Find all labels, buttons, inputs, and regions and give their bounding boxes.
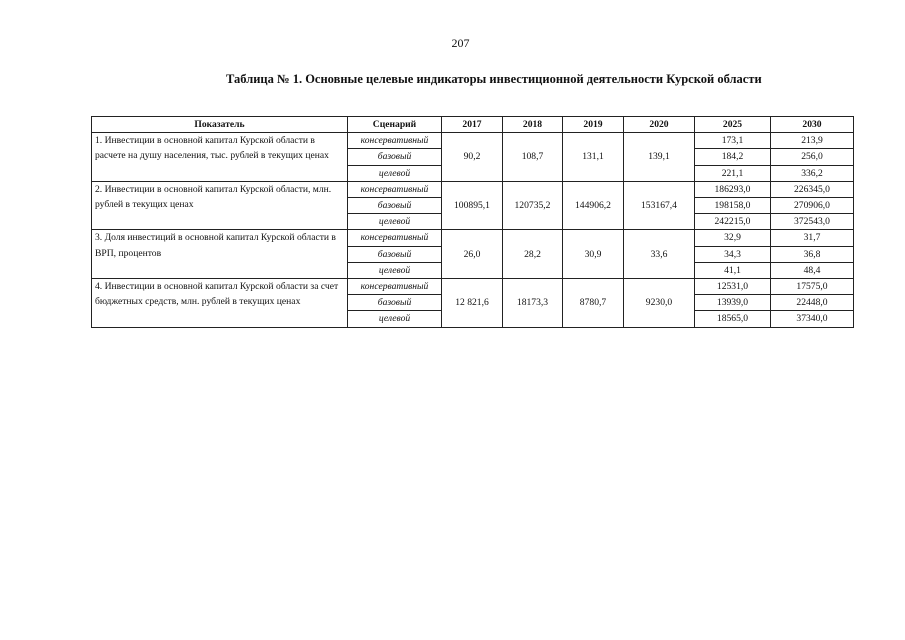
value-2018: 120735,2: [503, 181, 563, 230]
value-2019: 30,9: [563, 230, 624, 279]
value-2030: 226345,0: [771, 181, 854, 197]
indicator-cell: 2. Инвестиции в основной капитал Курской области, млн. рублей в текущих ценах: [92, 181, 348, 230]
value-2019: 144906,2: [563, 181, 624, 230]
value-2030: 48,4: [771, 262, 854, 278]
value-2025: 41,1: [695, 262, 771, 278]
table-row: [92, 230, 854, 246]
scenario-cell: базовый: [348, 198, 442, 214]
indicator-cell: 1. Инвестиции в основной капитал Курской области в расчете на душу населения, тыс. рублей в текущих ценах: [92, 133, 348, 182]
value-2019: 8780,7: [563, 279, 624, 328]
value-2020: 139,1: [624, 133, 695, 182]
scenario-cell: консервативный: [348, 181, 442, 197]
value-2025: 32,9: [695, 230, 771, 246]
header-2030: 2030: [771, 117, 854, 133]
value-2018: 18173,3: [503, 279, 563, 328]
value-2020: 153167,4: [624, 181, 695, 230]
scenario-cell: консервативный: [348, 230, 442, 246]
scenario-cell: целевой: [348, 311, 442, 327]
page-number: 207: [451, 36, 470, 50]
value-2018: 28,2: [503, 230, 563, 279]
value-2025: 221,1: [695, 165, 771, 181]
value-2030: 372543,0: [771, 214, 854, 230]
value-2025: 186293,0: [695, 181, 771, 197]
scenario-cell: целевой: [348, 262, 442, 278]
header-indicator: Показатель: [92, 117, 348, 133]
value-2025: 13939,0: [695, 295, 771, 311]
value-2019: 131,1: [563, 133, 624, 182]
value-2025: 242215,0: [695, 214, 771, 230]
header-scenario: Сценарий: [348, 117, 442, 133]
scenario-cell: базовый: [348, 295, 442, 311]
value-2025: 18565,0: [695, 311, 771, 327]
value-2030: 270906,0: [771, 198, 854, 214]
value-2030: 31,7: [771, 230, 854, 246]
value-2030: 17575,0: [771, 279, 854, 295]
value-2017: 100895,1: [442, 181, 503, 230]
header-2019: 2019: [563, 117, 624, 133]
scenario-cell: целевой: [348, 165, 442, 181]
value-2025: 184,2: [695, 149, 771, 165]
table-header-row: [92, 117, 854, 133]
header-2018: 2018: [503, 117, 563, 133]
value-2030: 336,2: [771, 165, 854, 181]
table-row: [92, 181, 854, 197]
value-2025: 173,1: [695, 133, 771, 149]
value-2020: 9230,0: [624, 279, 695, 328]
indicator-cell: 3. Доля инвестиций в основной капитал Курской области в ВРП, процентов: [92, 230, 348, 279]
value-2025: 198158,0: [695, 198, 771, 214]
header-2020: 2020: [624, 117, 695, 133]
value-2025: 34,3: [695, 246, 771, 262]
value-2020: 33,6: [624, 230, 695, 279]
value-2030: 213,9: [771, 133, 854, 149]
header-2025: 2025: [695, 117, 771, 133]
scenario-cell: базовый: [348, 149, 442, 165]
value-2030: 256,0: [771, 149, 854, 165]
document-title: Таблица № 1. Основные целевые индикаторы инвестиционной деятельности Курской области: [226, 72, 762, 86]
value-2025: 12531,0: [695, 279, 771, 295]
value-2017: 90,2: [442, 133, 503, 182]
value-2017: 26,0: [442, 230, 503, 279]
value-2030: 37340,0: [771, 311, 854, 327]
scenario-cell: консервативный: [348, 133, 442, 149]
value-2018: 108,7: [503, 133, 563, 182]
scenario-cell: консервативный: [348, 279, 442, 295]
value-2030: 36,8: [771, 246, 854, 262]
scenario-cell: базовый: [348, 246, 442, 262]
indicator-cell: 4. Инвестиции в основной капитал Курской области за счет бюджетных средств, млн. рублей в текущих ценах: [92, 279, 348, 328]
table-row: [92, 279, 854, 295]
header-2017: 2017: [442, 117, 503, 133]
indicators-table: [91, 116, 854, 328]
scenario-cell: целевой: [348, 214, 442, 230]
value-2030: 22448,0: [771, 295, 854, 311]
table-row: [92, 133, 854, 149]
value-2017: 12 821,6: [442, 279, 503, 328]
